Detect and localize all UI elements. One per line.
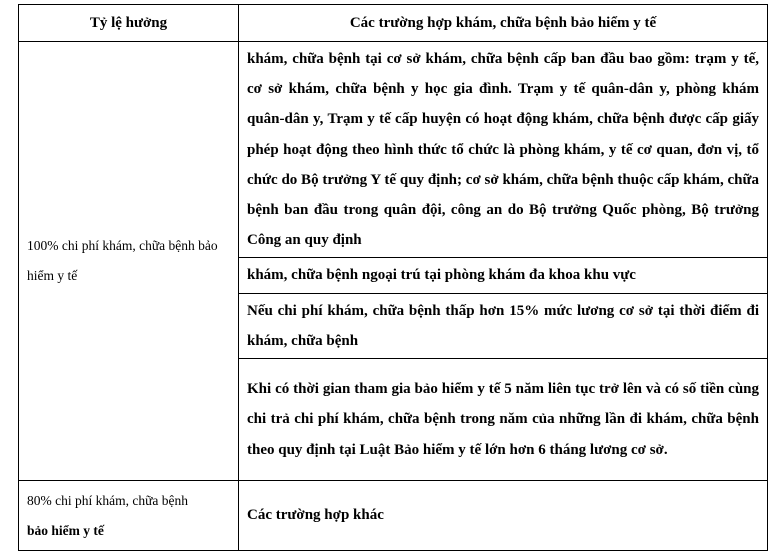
table-row (19, 42, 768, 258)
coverage-table (18, 4, 768, 551)
case-other: Các trường hợp khác (239, 481, 768, 551)
case-five-years: Khi có thời gian tham gia bảo hiểm y tế 5 năm liên tục trở lên và có số tiền cùng chi trả chi phí khám, chữa bệnh trong năm của những lần đi khám, chữa bệnh theo quy định tại Luật Bảo hiểm y tế lớn hơn 6 tháng lương cơ sở. (239, 359, 768, 481)
rate-80-line2: bảo hiểm y tế (27, 522, 104, 538)
rate-100-cell: 100% chi phí khám, chữa bệnh bảo hiểm y tế (19, 42, 239, 481)
rate-80-cell (19, 481, 239, 551)
table-row (19, 481, 768, 551)
header-row (19, 5, 768, 42)
case-regional-clinic: khám, chữa bệnh ngoại trú tại phòng khám đa khoa khu vực (239, 258, 768, 293)
rate-80-line1: 80% chi phí khám, chữa bệnh (27, 492, 189, 508)
header-cases: Các trường hợp khám, chữa bệnh bảo hiểm y tế (239, 5, 768, 42)
case-primary-care: khám, chữa bệnh tại cơ sở khám, chữa bệnh cấp ban đầu bao gồm: trạm y tế, cơ sở khám, chữa bệnh y học gia đình. Trạm y tế quân-dân y, phòng khám quân-dân y, Trạm y tế cấp huyện có hoạt động khám, chữa bệnh được cấp giấy phép hoạt động theo hình thức tổ chức là phòng khám, y tế cơ quan, đơn vị, tổ chức do Bộ trưởng Y tế quy định; cơ sở khám, chữa bệnh thuộc cấp khám, chữa bệnh ban đầu trong quân đội, công an do Bộ trưởng Quốc phòng, Bộ trưởng Công an quy định (239, 42, 768, 258)
case-low-cost: Nếu chi phí khám, chữa bệnh thấp hơn 15% mức lương cơ sở tại thời điểm đi khám, chữa bệnh (239, 293, 768, 358)
header-rate: Tỷ lệ hưởng (19, 5, 239, 42)
